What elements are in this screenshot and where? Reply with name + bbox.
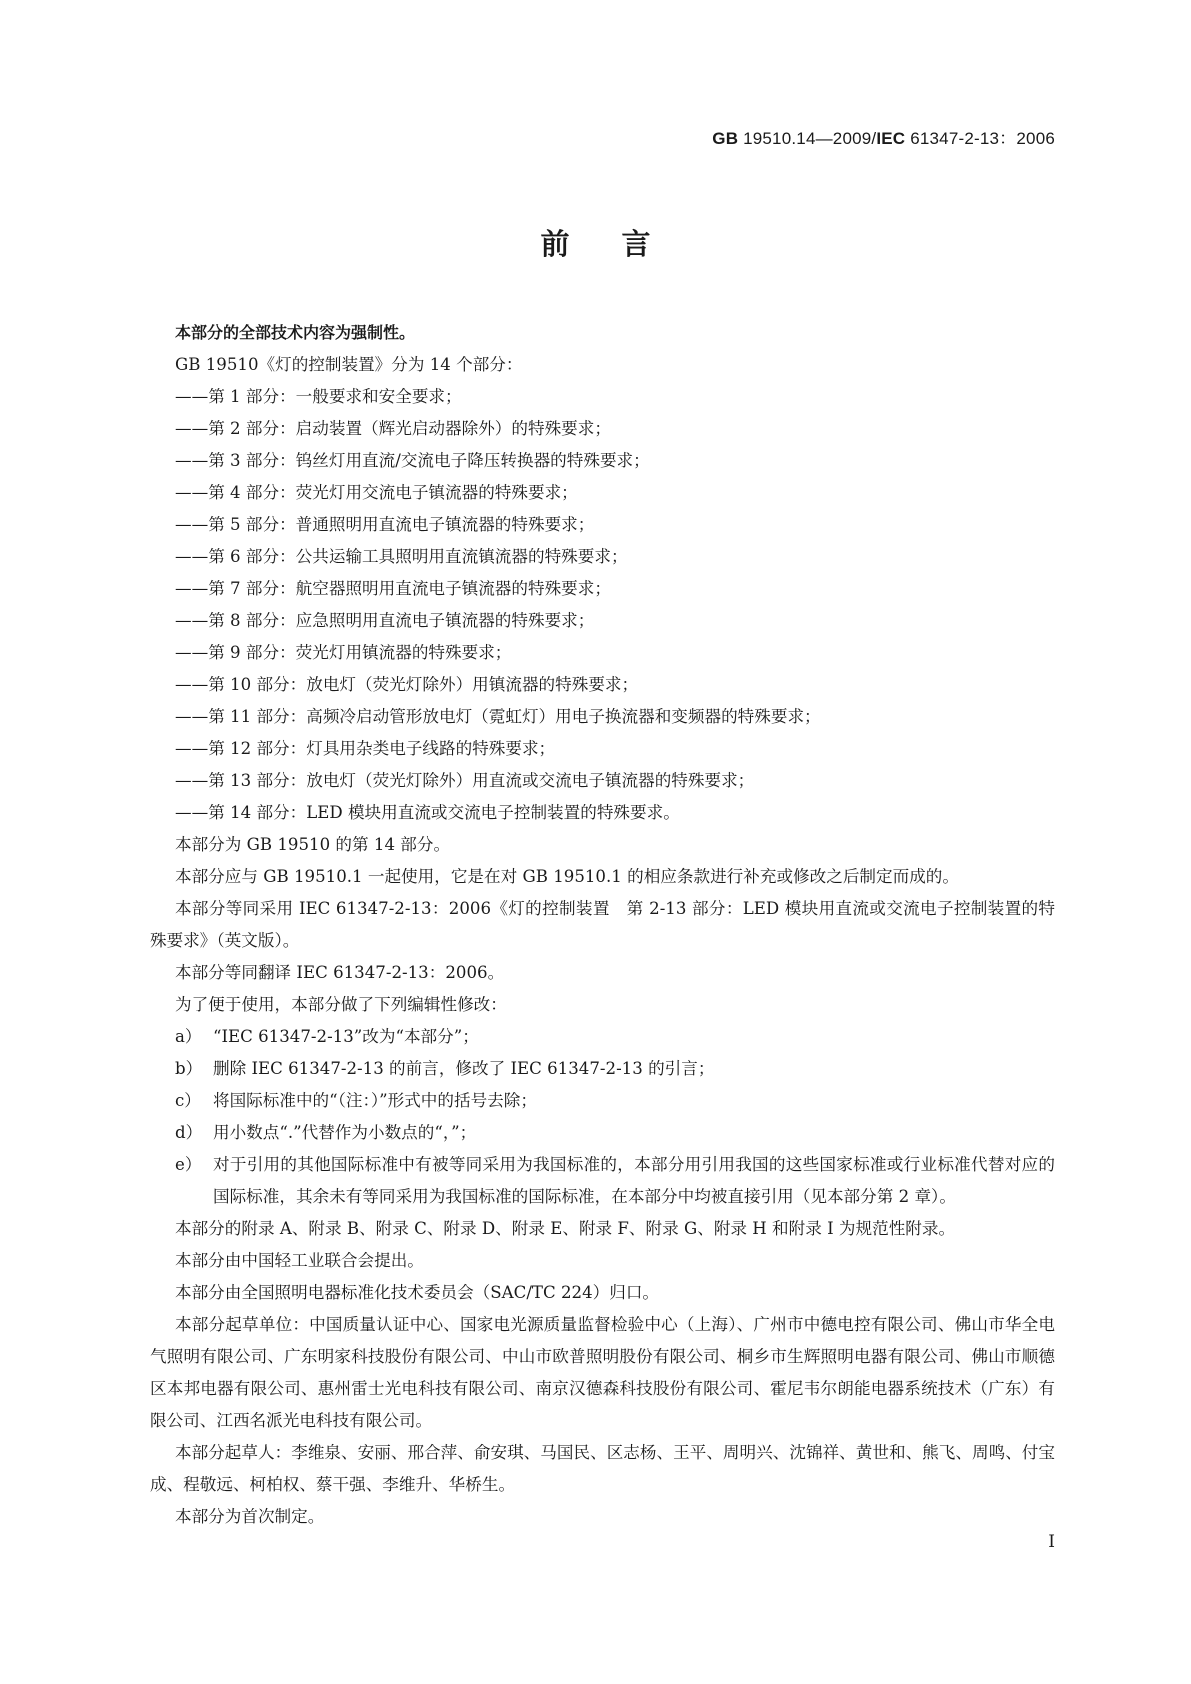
page-title: 前言	[540, 227, 703, 261]
list-item: ——第 8 部分：应急照明用直流电子镇流器的特殊要求；	[175, 611, 595, 630]
paragraph: 本部分应与 GB 19510.1 一起使用，它是在对 GB 19510.1 的相应条款进行补充或修改之后制定而成的。	[175, 867, 959, 886]
list-item: ——第 12 部分：灯具用杂类电子线路的特殊要求；	[175, 739, 556, 758]
drafters: 本部分起草人：李维泉、安丽、邢合萍、俞安琪、马国民、区志杨、王平、周明兴、沈锦祥、黄世和、熊飞、周鸣、付宝成、程敬远、柯柏权、蔡干强、李维升、华桥生。	[150, 1443, 1055, 1494]
paragraph: 本部分等同翻译 IEC 61347-2-13：2006。	[175, 963, 505, 982]
standard-code-iec-number: 61347-2-13：2006	[905, 129, 1055, 148]
list-item	[150, 1149, 1055, 1213]
standard-code-number: 19510.14—2009/	[738, 129, 877, 148]
list-item: ——第 6 部分：公共运输工具照明用直流镇流器的特殊要求；	[175, 547, 628, 566]
list-item: ——第 4 部分：荧光灯用交流电子镇流器的特殊要求；	[175, 483, 578, 502]
document-body	[150, 317, 1055, 1533]
list-text: 用小数点“.”代替作为小数点的“，”；	[213, 1123, 477, 1142]
list-item: ——第 14 部分：LED 模块用直流或交流电子控制装置的特殊要求。	[175, 803, 680, 822]
list-item: ——第 5 部分：普通照明用直流电子镇流器的特殊要求；	[175, 515, 595, 534]
list-item: ——第 13 部分：放电灯（荧光灯除外）用直流或交流电子镇流器的特殊要求；	[175, 771, 755, 790]
paragraph: 本部分为 GB 19510 的第 14 部分。	[175, 835, 451, 854]
list-item: ——第 10 部分：放电灯（荧光灯除外）用镇流器的特殊要求；	[175, 675, 639, 694]
list-item: ——第 1 部分：一般要求和安全要求；	[175, 387, 462, 406]
paragraph: 本部分的附录 A、附录 B、附录 C、附录 D、附录 E、附录 F、附录 G、附录 H 和附录 I 为规范性附录。	[175, 1219, 956, 1238]
list-text: 将国际标准中的“（注：）”形式中的括号去除；	[213, 1091, 537, 1110]
parts-intro: GB 19510《灯的控制装置》分为 14 个部分：	[175, 355, 523, 374]
list-text: 删除 IEC 61347-2-13 的前言，修改了 IEC 61347-2-13 的引言；	[213, 1059, 715, 1078]
list-marker: a）	[175, 1027, 202, 1046]
paragraph: 本部分为首次制定。	[175, 1507, 325, 1526]
list-marker: c）	[175, 1091, 201, 1110]
standard-code	[712, 124, 1055, 149]
paragraph: 本部分由全国照明电器标准化技术委员会（SAC/TC 224）归口。	[175, 1283, 660, 1302]
list-item: ——第 9 部分：荧光灯用镇流器的特殊要求；	[175, 643, 512, 662]
list-item: ——第 2 部分：启动装置（辉光启动器除外）的特殊要求；	[175, 419, 611, 438]
list-item: ——第 7 部分：航空器照明用直流电子镇流器的特殊要求；	[175, 579, 611, 598]
paragraph: 本部分等同采用 IEC 61347-2-13：2006《灯的控制装置 第 2-13 部分：LED 模块用直流或交流电子控制装置的特殊要求》（英文版）。	[150, 899, 1055, 950]
list-marker: e）	[175, 1155, 202, 1174]
list-text: “IEC 61347-2-13”改为“本部分”；	[213, 1027, 479, 1046]
paragraph: 为了便于使用，本部分做了下列编辑性修改：	[175, 995, 507, 1014]
list-item	[150, 1085, 1055, 1117]
list-marker: d）	[175, 1123, 203, 1142]
standard-code-iec: IEC	[876, 129, 906, 148]
standard-code-gb: GB	[712, 129, 739, 148]
list-marker: b）	[175, 1059, 203, 1078]
parts-list	[150, 381, 1055, 829]
list-item: ——第 11 部分：高频冷启动管形放电灯（霓虹灯）用电子换流器和变频器的特殊要求；	[175, 707, 821, 726]
paragraph: 本部分由中国轻工业联合会提出。	[175, 1251, 424, 1270]
list-text: 对于引用的其他国际标准中有被等同采用为我国标准的，本部分用引用我国的这些国家标准或行业标准代替对应的国际标准，其余未有等同采用为我国标准的国际标准，在本部分中均被直接引用（见本部分第 2 章）。	[213, 1155, 1055, 1206]
page-number: I	[1048, 1532, 1055, 1552]
edits-list	[150, 1021, 1055, 1213]
list-item: ——第 3 部分：钨丝灯用直流/交流电子降压转换器的特殊要求；	[175, 451, 650, 470]
list-item	[150, 1021, 1055, 1053]
mandatory-statement: 本部分的全部技术内容为强制性。	[175, 323, 416, 342]
list-item	[150, 1053, 1055, 1085]
drafting-units: 本部分起草单位：中国质量认证中心、国家电光源质量监督检验中心（上海）、广州市中德电控有限公司、佛山市华全电气照明有限公司、广东明家科技股份有限公司、中山市欧普照明股份有限公司、桐乡市生辉照明电器有限公司、佛山市顺德区本邦电器有限公司、惠州雷士光电科技有限公司、南京汉德森科技股份有限公司、霍尼韦尔朗能电器系统技术（广东）有限公司、江西名派光电科技有限公司。	[150, 1315, 1055, 1430]
list-item	[150, 1117, 1055, 1149]
